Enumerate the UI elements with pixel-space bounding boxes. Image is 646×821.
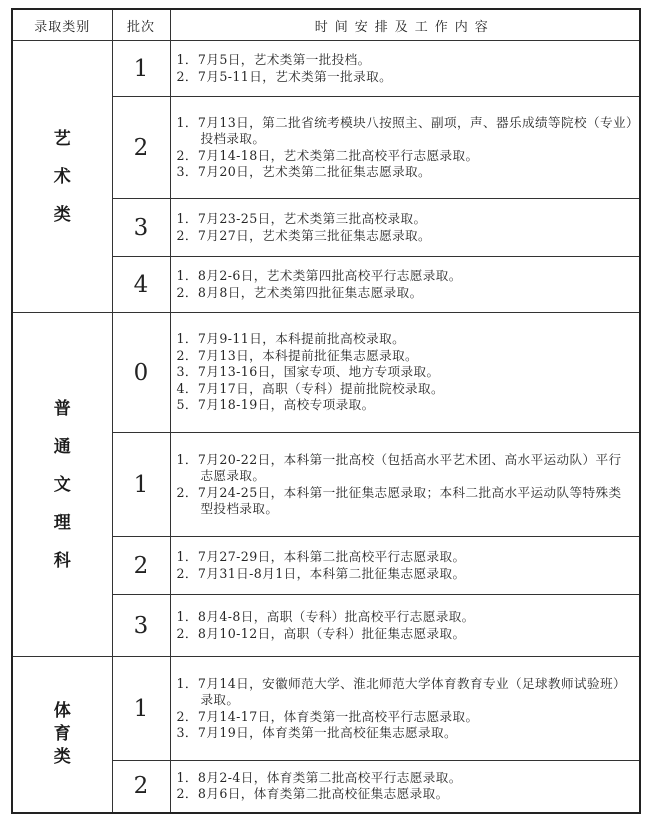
schedule-item: 1．7月5日，艺术类第一批投档。 [176, 52, 371, 67]
schedule-item: 1．7月9-11日，本科提前批高校录取。 [176, 331, 406, 347]
schedule-items-cell [170, 537, 640, 595]
batch-number: 1 [112, 41, 170, 97]
category-char: 科 [53, 550, 71, 571]
batch-number: 1 [112, 657, 170, 761]
batch-number: 2 [112, 537, 170, 595]
schedule-items-cell [170, 595, 640, 657]
batch-number: 3 [112, 595, 170, 657]
batch-number: 2 [112, 761, 170, 813]
header-batch: 批次 [112, 9, 170, 41]
header-content: 时间安排及工作内容 [170, 9, 640, 41]
schedule-item: 2．7月5-11日，艺术类第一批录取。 [176, 68, 393, 84]
table-row [12, 313, 640, 433]
schedule-item: 1．7月14日，安徽师范大学、淮北师范大学体育教育专业（足球教师试验班）录取。 [176, 675, 626, 707]
schedule-items-cell [170, 657, 640, 761]
schedule-item: 2．7月13日，本科提前批征集志愿录取。 [176, 347, 419, 363]
schedule-items-cell [170, 199, 640, 257]
schedule-item: 1．8月2-6日，艺术类第四批高校平行志愿录取。 [176, 268, 462, 283]
table-body [12, 41, 640, 813]
batch-number: 3 [112, 199, 170, 257]
schedule-item: 2．7月14-17日，体育类第一批高校平行志愿录取。 [176, 708, 479, 724]
category-char: 普 [53, 398, 71, 419]
schedule-item: 1．7月20-22日，本科第一批高校（包括高水平艺术团、高水平运动队）平行志愿录取。 [176, 451, 622, 483]
category-char: 理 [53, 512, 71, 533]
category-cell [12, 657, 112, 813]
schedule-item: 1．7月13日，第二批省统考模块八按照主、副项，声、器乐成绩等院校（专业）投档录取。 [176, 114, 633, 146]
schedule-item: 2．7月24-25日，本科第一批征集志愿录取；本科二批高水平运动队等特殊类型投档录取。 [176, 484, 622, 516]
batch-number: 0 [112, 313, 170, 433]
schedule-item: 1．7月27-29日，本科第二批高校平行志愿录取。 [176, 549, 466, 564]
category-char: 类 [53, 204, 71, 225]
table-row [12, 41, 640, 97]
schedule-item: 3．7月19日，体育类第一批高校征集志愿录取。 [176, 725, 458, 740]
schedule-item: 2．7月27日，艺术类第三批征集志愿录取。 [176, 227, 432, 243]
schedule-item: 3．7月13-16日，国家专项、地方专项录取。 [176, 364, 440, 380]
schedule-items-cell [170, 313, 640, 433]
header-category: 录取类别 [12, 9, 112, 41]
schedule-item: 3．7月20日，艺术类第二批征集志愿录取。 [176, 164, 432, 179]
batch-number: 1 [112, 433, 170, 537]
schedule-items-cell [170, 97, 640, 199]
schedule-table [11, 8, 641, 814]
category-char: 通 [53, 436, 71, 457]
schedule-item: 1．7月23-25日，艺术类第三批高校录取。 [176, 211, 427, 226]
schedule-item: 2．8月8日，艺术类第四批征集志愿录取。 [176, 284, 423, 300]
schedule-items-cell [170, 41, 640, 97]
table-header-row [12, 9, 640, 41]
category-char: 体 [53, 700, 71, 721]
schedule-item: 4．7月17日，高职（专科）提前批院校录取。 [176, 380, 445, 396]
schedule-item: 2．8月6日，体育类第二批高校征集志愿录取。 [176, 786, 449, 802]
schedule-item: 1．8月4-8日，高职（专科）批高校平行志愿录取。 [176, 609, 475, 624]
schedule-item: 5．7月18-19日，高校专项录取。 [176, 397, 375, 413]
schedule-items-cell [170, 433, 640, 537]
schedule-items-cell [170, 257, 640, 313]
category-char: 文 [53, 474, 71, 495]
batch-number: 4 [112, 257, 170, 313]
category-char: 艺 [53, 128, 71, 149]
schedule-item: 2．7月31日-8月1日，本科第二批征集志愿录取。 [176, 565, 466, 581]
batch-number: 2 [112, 97, 170, 199]
schedule-item: 2．7月14-18日，艺术类第二批高校平行志愿录取。 [176, 147, 479, 163]
category-char: 类 [53, 746, 71, 767]
table-row [12, 657, 640, 761]
category-char: 术 [53, 166, 71, 187]
category-cell [12, 313, 112, 657]
schedule-item: 2．8月10-12日，高职（专科）批征集志愿录取。 [176, 625, 466, 641]
schedule-items-cell [170, 761, 640, 813]
category-char: 育 [53, 723, 71, 744]
category-cell [12, 41, 112, 313]
schedule-item: 1．8月2-4日，体育类第二批高校平行志愿录取。 [176, 769, 462, 785]
admission-schedule-document [11, 8, 639, 814]
